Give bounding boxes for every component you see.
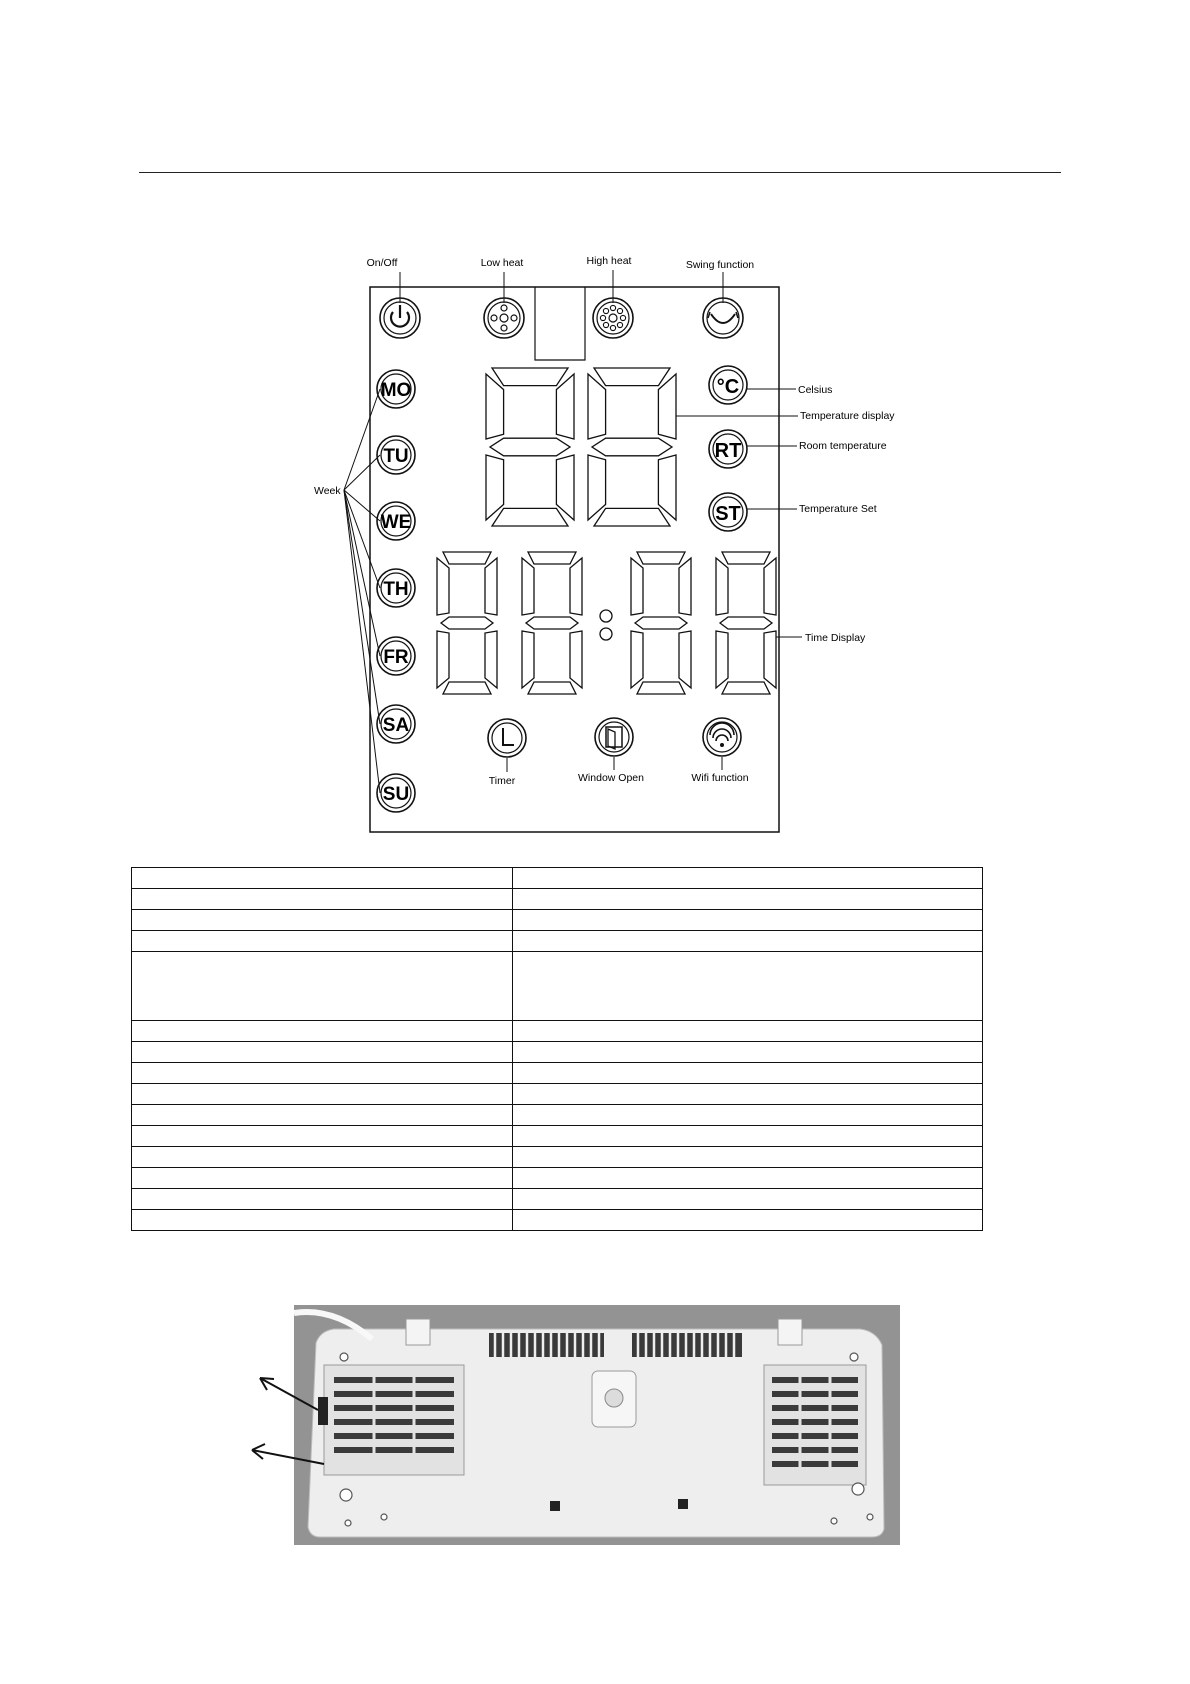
- temperature-set-icon: [709, 493, 747, 531]
- table-row: [132, 1168, 983, 1189]
- lcd-segment: [658, 455, 676, 520]
- svg-text:ST: ST: [715, 503, 741, 525]
- lcd-segment: [443, 682, 491, 694]
- lcd-segment: [486, 455, 504, 520]
- table-row: [132, 868, 983, 889]
- lcd-segment: [679, 631, 691, 688]
- table-cell-key: [132, 931, 513, 952]
- table-cell-value: [513, 1189, 983, 1210]
- table-cell-value: [513, 1063, 983, 1084]
- table-cell-key: [132, 868, 513, 889]
- lcd-segment: [437, 631, 449, 688]
- lcd-segment: [570, 558, 582, 615]
- table-cell-value: [513, 952, 983, 1021]
- table-cell-key: [132, 1168, 513, 1189]
- day-icon-tu: [377, 436, 415, 474]
- lcd-segment: [556, 455, 574, 520]
- lcd-segment: [443, 552, 491, 564]
- day-icon-su: [377, 774, 415, 812]
- table-cell-value: [513, 1126, 983, 1147]
- label-on-off: On/Off: [366, 257, 398, 269]
- table-cell-key: [132, 1021, 513, 1042]
- table-cell-key: [132, 1063, 513, 1084]
- lcd-segment: [588, 455, 606, 520]
- lcd-segment: [486, 374, 504, 439]
- svg-text:FR: FR: [383, 647, 409, 668]
- label-high-heat: High heat: [586, 255, 632, 267]
- table-cell-value: [513, 910, 983, 931]
- table-cell-value: [513, 1210, 983, 1231]
- label-window-open: Window Open: [578, 772, 644, 784]
- lcd-segment: [631, 631, 643, 688]
- lcd-segment: [522, 558, 534, 615]
- high-heat-icon: [593, 298, 633, 338]
- lcd-segment: [526, 617, 578, 629]
- table-cell-value: [513, 1021, 983, 1042]
- time-colon: [600, 610, 612, 640]
- lcd-segment: [720, 617, 772, 629]
- lcd-segment: [722, 552, 770, 564]
- celsius-icon: [709, 366, 747, 404]
- lcd-segment: [631, 558, 643, 615]
- lcd-segment: [492, 508, 568, 526]
- power-icon: [380, 298, 420, 338]
- label-swing: Swing function: [685, 259, 755, 271]
- svg-text:TU: TU: [383, 446, 409, 467]
- lcd-segment: [679, 558, 691, 615]
- lcd-segment: [556, 374, 574, 439]
- table-cell-key: [132, 1126, 513, 1147]
- swing-icon: [703, 298, 743, 338]
- table-row: [132, 1126, 983, 1147]
- day-icon-sa: [377, 705, 415, 743]
- table-cell-value: [513, 1084, 983, 1105]
- lcd-segment: [635, 617, 687, 629]
- table-cell-value: [513, 1105, 983, 1126]
- svg-text:WE: WE: [380, 512, 412, 533]
- lcd-segment: [594, 368, 670, 386]
- label-low-heat: Low heat: [480, 257, 524, 269]
- lcd-segment: [722, 682, 770, 694]
- table-cell-value: [513, 931, 983, 952]
- table-row: [132, 1189, 983, 1210]
- label-time-display: Time Display: [805, 632, 866, 644]
- table-row: [132, 1063, 983, 1084]
- table-cell-key: [132, 1105, 513, 1126]
- label-week: Week: [314, 485, 341, 497]
- table-row: [132, 910, 983, 931]
- lcd-segment: [764, 631, 776, 688]
- svg-text:MO: MO: [380, 380, 412, 401]
- heater-back-photo: [294, 1305, 900, 1545]
- table-row: [132, 1042, 983, 1063]
- temperature-digits: [486, 368, 676, 526]
- lcd-segment: [441, 617, 493, 629]
- label-celsius: Celsius: [798, 384, 833, 396]
- label-room-temperature: Room temperature: [799, 440, 887, 452]
- table-cell-value: [513, 1147, 983, 1168]
- table-cell-value: [513, 1042, 983, 1063]
- room-temperature-icon: [709, 430, 747, 468]
- day-icon-mo: [377, 370, 415, 408]
- table-cell-key: [132, 952, 513, 1021]
- table-row: [132, 1147, 983, 1168]
- lcd-segment: [716, 558, 728, 615]
- table-row: [132, 1210, 983, 1231]
- lcd-segment: [764, 558, 776, 615]
- table-cell-key: [132, 1147, 513, 1168]
- lcd-segment: [522, 631, 534, 688]
- svg-text:TH: TH: [383, 579, 409, 600]
- window-open-icon: [595, 718, 633, 756]
- day-icon-we: [377, 502, 415, 540]
- table-cell-key: [132, 910, 513, 931]
- lcd-segment: [570, 631, 582, 688]
- lcd-segment: [485, 558, 497, 615]
- timer-icon: [488, 719, 526, 757]
- lcd-segment: [485, 631, 497, 688]
- week-leader-lines: [344, 389, 380, 793]
- day-icon-fr: [377, 637, 415, 675]
- lcd-segment: [528, 552, 576, 564]
- time-digits: [437, 552, 776, 694]
- lcd-segment: [716, 631, 728, 688]
- table-cell-key: [132, 889, 513, 910]
- lcd-segment: [437, 558, 449, 615]
- table-cell-key: [132, 1189, 513, 1210]
- svg-text:SA: SA: [382, 715, 410, 736]
- svg-text:RT: RT: [714, 440, 742, 462]
- lcd-segment: [637, 682, 685, 694]
- low-heat-icon: [484, 298, 524, 338]
- table-cell-key: [132, 1084, 513, 1105]
- spec-table: [131, 867, 983, 1231]
- lcd-segment: [492, 368, 568, 386]
- label-temperature-display: Temperature display: [800, 410, 895, 422]
- table-cell-value: [513, 1168, 983, 1189]
- label-wifi-function: Wifi function: [691, 772, 749, 784]
- photo-pointer-arrows: [240, 1360, 330, 1480]
- table-cell-value: [513, 868, 983, 889]
- label-temperature-set: Temperature Set: [799, 503, 877, 515]
- wifi-icon: [703, 718, 741, 756]
- table-row: [132, 952, 983, 1021]
- table-row: [132, 1084, 983, 1105]
- svg-text:SU: SU: [382, 784, 410, 805]
- label-timer: Timer: [488, 775, 516, 787]
- svg-text:°C: °C: [716, 376, 740, 398]
- table-row: [132, 889, 983, 910]
- table-row: [132, 1021, 983, 1042]
- day-icon-th: [377, 569, 415, 607]
- table-cell-key: [132, 1042, 513, 1063]
- lcd-segment: [658, 374, 676, 439]
- lcd-segment: [594, 508, 670, 526]
- week-day-icons: [377, 370, 415, 812]
- lcd-segment: [528, 682, 576, 694]
- table-cell-value: [513, 889, 983, 910]
- lcd-segment: [637, 552, 685, 564]
- lcd-segment: [490, 438, 570, 456]
- table-cell-key: [132, 1210, 513, 1231]
- table-row: [132, 931, 983, 952]
- lcd-segment: [592, 438, 672, 456]
- table-row: [132, 1105, 983, 1126]
- lcd-segment: [588, 374, 606, 439]
